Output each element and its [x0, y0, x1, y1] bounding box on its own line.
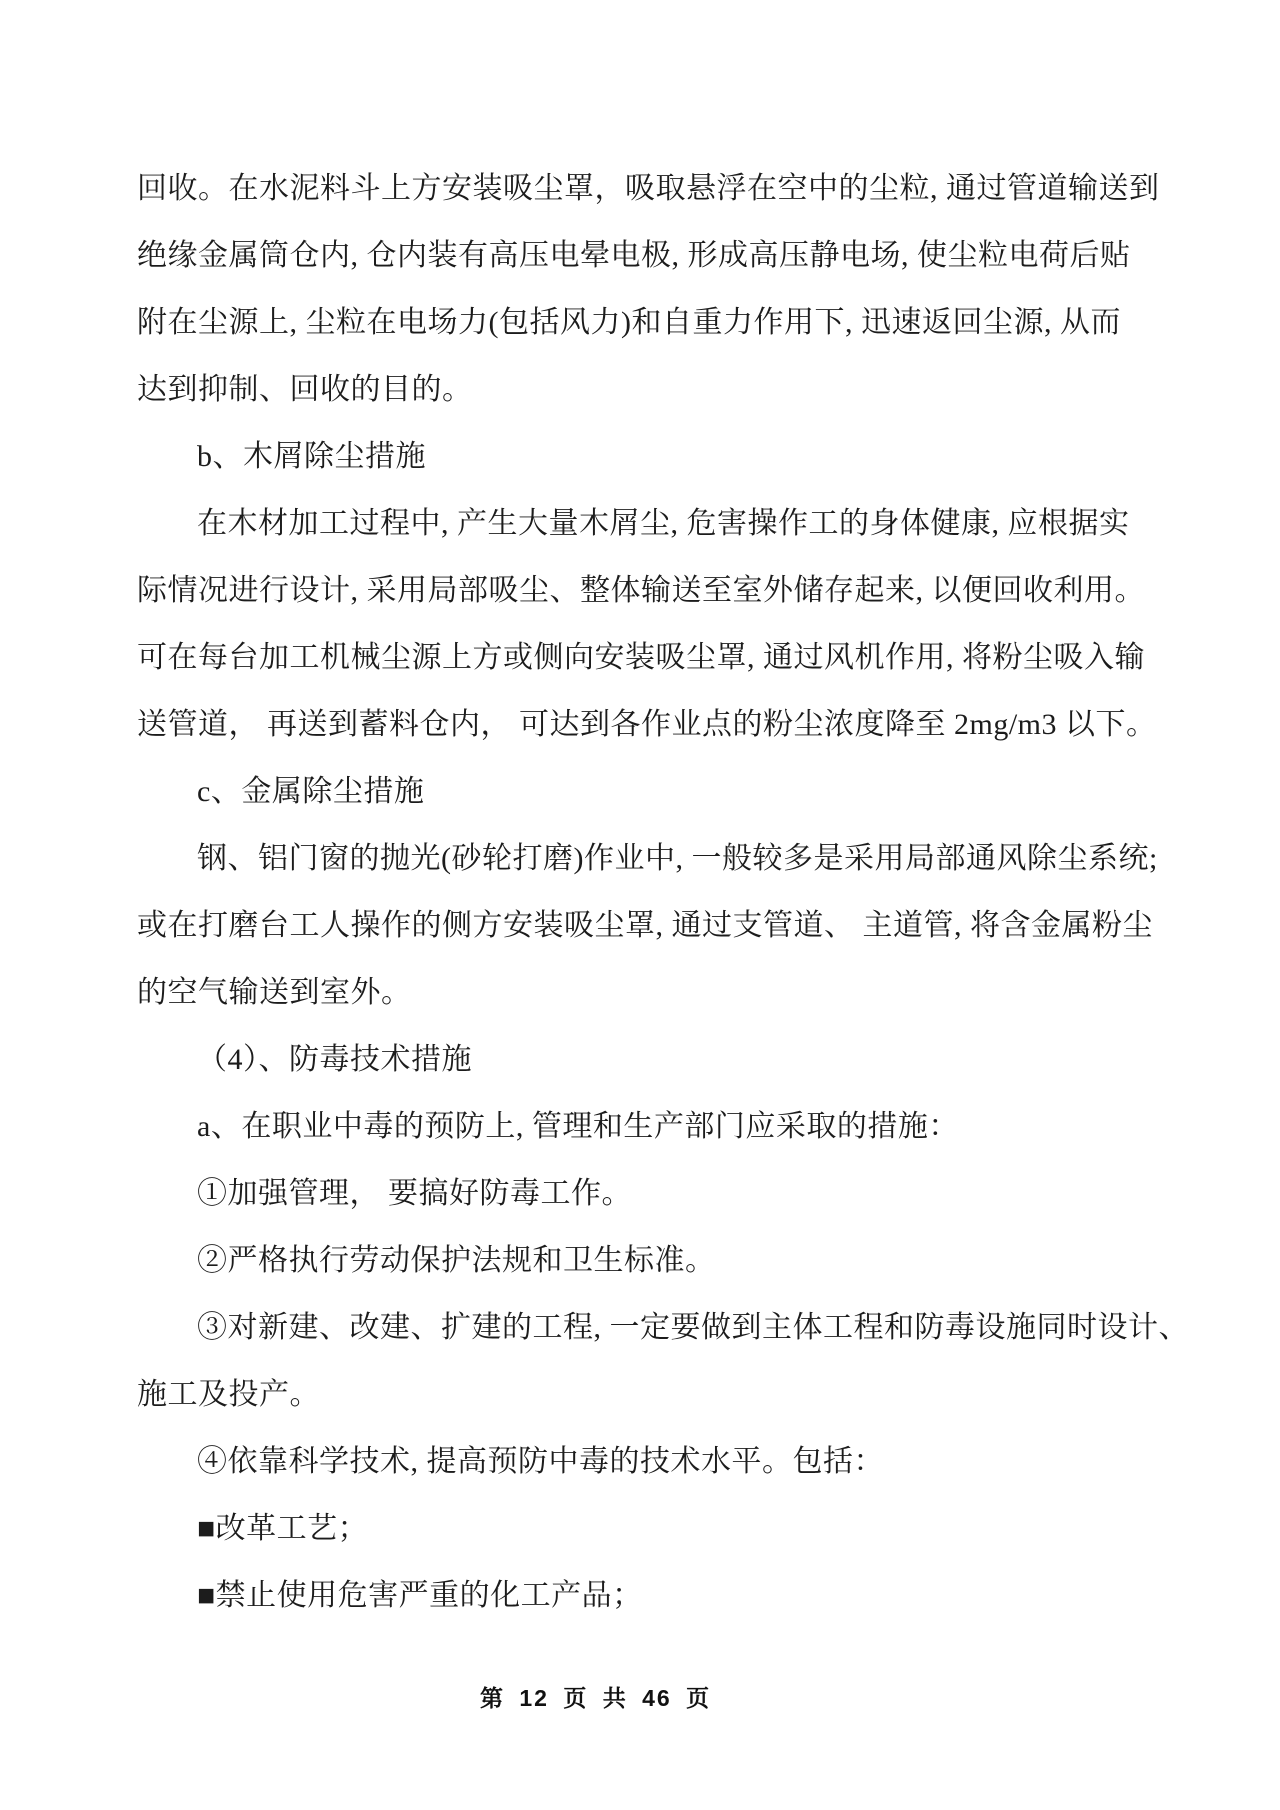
text-line: 附在尘源上, 尘粒在电场力(包括风力)和自重力作用下, 迅速返回尘源, 从而	[137, 306, 1121, 339]
text-line: 钢、铝门窗的抛光(砂轮打磨)作业中, 一般较多是采用局部通风除尘系统;	[197, 842, 1158, 875]
text-line: 回收。在水泥料斗上方安装吸尘罩，吸取悬浮在空中的尘粒, 通过管道输送到	[137, 172, 1160, 205]
text-line: ③对新建、改建、扩建的工程, 一定要做到主体工程和防毒设施同时设计、	[197, 1311, 1189, 1344]
text-line: 可在每台加工机械尘源上方或侧向安装吸尘罩, 通过风机作用, 将粉尘吸入输	[137, 641, 1145, 674]
text-line: （4）、防毒技术措施	[197, 1043, 472, 1076]
text-line: ④依靠科学技术, 提高预防中毒的技术水平。包括：	[197, 1445, 884, 1478]
text-line: ②严格执行劳动保护法规和卫生标准。	[197, 1244, 716, 1277]
text-line: 施工及投产。	[137, 1378, 320, 1411]
text-line: 送管道， 再送到蓄料仓内， 可达到各作业点的粉尘浓度降至 2mg/m3 以下。	[137, 708, 1157, 741]
text-line: 的空气输送到室外。	[137, 976, 412, 1009]
text-line: 或在打磨台工人操作的侧方安装吸尘罩, 通过支管道、 主道管, 将含金属粉尘	[137, 909, 1153, 942]
text-line: b、木屑除尘措施	[197, 440, 426, 473]
text-line: c、金属除尘措施	[197, 775, 425, 808]
text-line: 绝缘金属筒仓内, 仓内装有高压电晕电极, 形成高压静电场, 使尘粒电荷后贴	[137, 239, 1131, 272]
text-line: a、在职业中毒的预防上, 管理和生产部门应采取的措施：	[197, 1110, 959, 1143]
text-line: ■改革工艺；	[197, 1512, 369, 1545]
text-line: 在木材加工过程中, 产生大量木屑尘, 危害操作工的身体健康, 应根据实	[197, 507, 1130, 540]
text-line: 达到抑制、回收的目的。	[137, 373, 473, 406]
text-line: ①加强管理， 要搞好防毒工作。	[197, 1177, 632, 1210]
page-footer: 第 12 页 共 46 页	[480, 1685, 712, 1711]
text-line: ■禁止使用危害严重的化工产品；	[197, 1579, 643, 1612]
text-line: 际情况进行设计, 采用局部吸尘、整体输送至室外储存起来, 以便回收利用。	[137, 574, 1145, 607]
document-body	[137, 155, 1197, 1629]
